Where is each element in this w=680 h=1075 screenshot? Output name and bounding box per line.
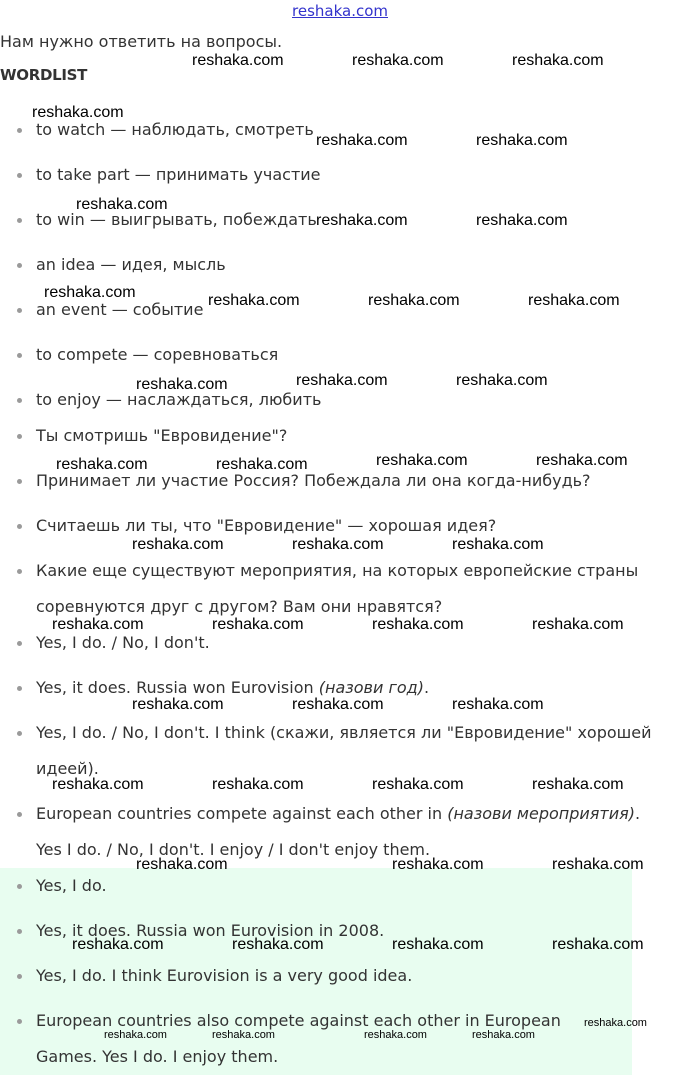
watermark: reshaka.com	[352, 52, 444, 69]
watermark: reshaka.com	[532, 776, 624, 793]
watermark: reshaka.com	[372, 776, 464, 793]
watermark: reshaka.com	[104, 1029, 167, 1041]
bullet-dot	[17, 686, 22, 691]
list-item: Какие еще существуют мероприятия, на которых европейские страны	[36, 561, 639, 580]
list-item: an idea — идея, мысль	[36, 255, 226, 274]
watermark: reshaka.com	[292, 536, 384, 553]
watermark: reshaka.com	[76, 196, 168, 213]
watermark: reshaka.com	[216, 456, 308, 473]
bullet-dot	[17, 641, 22, 646]
watermark: reshaka.com	[372, 616, 464, 633]
bullet-dot	[17, 1019, 22, 1024]
watermark: reshaka.com	[316, 132, 408, 149]
site-link[interactable]: reshaka.com	[292, 2, 388, 20]
list-item: to enjoy — наслаждаться, любить	[36, 390, 322, 409]
list-item: to win — выигрывать, побеждать	[36, 210, 317, 229]
list-item: an event — событие	[36, 300, 204, 319]
bullet-dot	[17, 308, 22, 313]
watermark: reshaka.com	[584, 1017, 647, 1029]
list-item: Yes, I do. / No, I don't.	[36, 633, 210, 652]
watermark: reshaka.com	[368, 292, 460, 309]
list-item-continuation: идеей).	[36, 759, 99, 778]
watermark: reshaka.com	[212, 616, 304, 633]
list-item: Yes, I do. I think Eurovision is a very good idea.	[36, 966, 413, 985]
bullet-dot	[17, 434, 22, 439]
list-item: Принимает ли участие Россия? Побеждала ли она когда-нибудь?	[36, 471, 591, 490]
bullet-dot	[17, 812, 22, 817]
watermark: reshaka.com	[552, 856, 644, 873]
bullet-dot	[17, 353, 22, 358]
watermark: reshaka.com	[364, 1029, 427, 1041]
list-item: Yes, it does. Russia won Eurovision in 2008.	[36, 921, 385, 940]
watermark: reshaka.com	[52, 616, 144, 633]
bullet-dot	[17, 263, 22, 268]
list-item: Считаешь ли ты, что "Евровидение" — хорошая идея?	[36, 516, 497, 535]
watermark: reshaka.com	[296, 372, 388, 389]
wordlist-heading: WORDLIST	[0, 66, 88, 84]
watermark: reshaka.com	[132, 696, 224, 713]
list-item-continuation: соревнуются друг с другом? Вам они нравятся?	[36, 597, 443, 616]
watermark: reshaka.com	[44, 284, 136, 301]
watermark: reshaka.com	[292, 696, 384, 713]
watermark: reshaka.com	[528, 292, 620, 309]
bullet-dot	[17, 398, 22, 403]
watermark: reshaka.com	[452, 536, 544, 553]
list-item: European countries also compete against each other in European	[36, 1011, 561, 1030]
watermark: reshaka.com	[376, 452, 468, 469]
list-item-continuation: Yes I do. / No, I don't. I enjoy / I don't enjoy them.	[36, 840, 431, 859]
bullet-dot	[17, 524, 22, 529]
watermark: reshaka.com	[392, 936, 484, 953]
list-item: to take part — принимать участие	[36, 165, 321, 184]
watermark: reshaka.com	[212, 1029, 275, 1041]
watermark: reshaka.com	[476, 212, 568, 229]
list-item: Yes, it does. Russia won Eurovision (назови год).	[36, 678, 430, 697]
watermark: reshaka.com	[392, 856, 484, 873]
watermark: reshaka.com	[132, 536, 224, 553]
watermark: reshaka.com	[552, 936, 644, 953]
bullet-dot	[17, 929, 22, 934]
bullet-dot	[17, 569, 22, 574]
watermark: reshaka.com	[452, 696, 544, 713]
watermark: reshaka.com	[212, 776, 304, 793]
watermark: reshaka.com	[52, 776, 144, 793]
watermark: reshaka.com	[512, 52, 604, 69]
intro-text: Нам нужно ответить на вопросы.	[0, 32, 283, 51]
watermark: reshaka.com	[192, 52, 284, 69]
list-item: to watch — наблюдать, смотреть	[36, 120, 314, 139]
watermark: reshaka.com	[456, 372, 548, 389]
watermark: reshaka.com	[56, 456, 148, 473]
watermark: reshaka.com	[208, 292, 300, 309]
list-item: European countries compete against each other in (назови мероприятия).	[36, 804, 641, 823]
watermark: reshaka.com	[72, 936, 164, 953]
watermark: reshaka.com	[476, 132, 568, 149]
watermark: reshaka.com	[472, 1029, 535, 1041]
watermark: reshaka.com	[136, 376, 228, 393]
list-item: Ты смотришь "Евровидение"?	[36, 426, 288, 445]
bullet-dot	[17, 173, 22, 178]
bullet-dot	[17, 884, 22, 889]
list-item: to compete — соревноваться	[36, 345, 279, 364]
watermark: reshaka.com	[532, 616, 624, 633]
list-item-continuation: Games. Yes I do. I enjoy them.	[36, 1047, 279, 1066]
watermark: reshaka.com	[316, 212, 408, 229]
bullet-dot	[17, 731, 22, 736]
list-item: Yes, I do.	[36, 876, 107, 895]
bullet-dot	[17, 479, 22, 484]
watermark: reshaka.com	[232, 936, 324, 953]
bullet-dot	[17, 974, 22, 979]
bullet-dot	[17, 218, 22, 223]
watermark: reshaka.com	[136, 856, 228, 873]
list-item: Yes, I do. / No, I don't. I think (скажи, является ли "Евровидение" хорошей	[36, 723, 652, 742]
bullet-dot	[17, 128, 22, 133]
watermark: reshaka.com	[536, 452, 628, 469]
watermark: reshaka.com	[32, 104, 124, 121]
